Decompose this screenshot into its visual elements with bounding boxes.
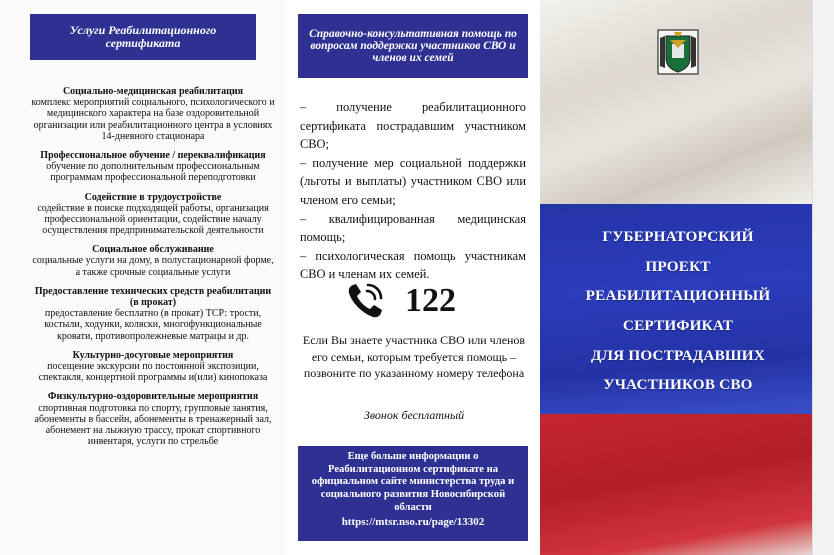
service-title: Культурно-досуговые мероприятия (72, 349, 234, 361)
service-title: Физкультурно-оздоровительные мероприятия (47, 391, 259, 403)
service-item (30, 150, 276, 184)
services-banner-title: Услуги Реабилитационного сертификата (69, 23, 217, 50)
hotline (345, 280, 495, 322)
support-banner (298, 14, 528, 78)
services-panel (0, 0, 287, 555)
service-item (30, 192, 276, 237)
project-title-line: УЧАСТНИКОВ СВО (603, 376, 753, 394)
project-title-line: ГУБЕРНАТОРСКИЙ (602, 228, 754, 245)
service-title: Содействие в трудоустройстве (84, 191, 222, 203)
viewer-edge (812, 0, 834, 555)
support-panel (287, 0, 540, 555)
service-item (30, 244, 276, 278)
service-desc: предоставление бесплатно (в прокат) ТСР: трости, костыли, ходунки, коляски, многофункциональные кровати, противопролежневые матрацы и др. (44, 308, 262, 342)
support-banner-title: Справочно-консультативная помощь по вопросам поддержки участников СВО и членов их семей (309, 27, 517, 65)
info-box (298, 446, 528, 541)
project-title (562, 222, 794, 400)
services-banner (30, 14, 256, 60)
info-text: Еще больше информации о Реабилитационном сертификате на официальном сайте министерства труда и социального развития Новосибирской области (311, 451, 515, 513)
service-desc: социальные услуги на дому, в полустационарной форме, а также срочные социальные услуги (32, 255, 274, 278)
service-item (30, 391, 276, 447)
service-desc: посещение экскурсии по постоянной экспозиции, спектакля, концертной программы и(или) кинопоказа (38, 360, 268, 384)
service-title: Социальное обслуживание (92, 244, 214, 256)
help-item: – психологическая помощь участникам СВО и членам их семей. (300, 248, 526, 282)
project-title-line: ДЛЯ ПОСТРАДАВШИХ (591, 346, 765, 364)
project-title-line: РЕАБИЛИТАЦИОННЫЙ (585, 287, 771, 305)
cover-panel (540, 0, 812, 555)
hotline-number: 122 (405, 282, 456, 319)
service-title: Предоставление технических средств реабилитации (в прокат) (34, 285, 272, 308)
service-desc: комплекс мероприятий социального, психологического и медицинского характера на базе оздоровительной организации или реабилитационного центра в условиях 14-дневного стационара (31, 97, 275, 142)
help-item: – получение реабилитационного сертификата пострадавшим участником СВО; (300, 100, 526, 152)
coat-of-arms-icon (656, 28, 700, 76)
help-item: – квалифицированная медицинская помощь; (300, 211, 526, 245)
service-item (30, 86, 276, 142)
project-title-line: СЕРТИФИКАТ (622, 316, 734, 334)
services-list (30, 86, 276, 455)
phone-icon (345, 281, 385, 321)
help-list (300, 98, 526, 284)
call-text: Если Вы знаете участника СВО или членов его семьи, которым требуется помощь – позвоните по указанному номеру телефона (302, 333, 526, 381)
service-item (30, 350, 276, 384)
service-title: Профессиональное обучение / переквалификация (40, 149, 266, 161)
service-desc: обучение по дополнительным профессиональным программам профессиональной переподготовки (46, 161, 260, 184)
info-url[interactable]: https://mtsr.nso.ru/page/13302 (341, 515, 485, 528)
flag-red-stripe (540, 414, 812, 555)
call-free-note: Звонок бесплатный (363, 408, 465, 422)
help-item: – получение мер социальной поддержки (льготы и выплаты) участником СВО или членом его семьи; (300, 155, 526, 208)
service-desc: содействие в поиске подходящей работы, организация профессиональной ориентации, содействие началу осуществления предпринимательской деятельности (37, 202, 269, 237)
service-item (30, 286, 276, 342)
service-title: Социально-медицинская реабилитация (62, 86, 244, 97)
project-title-line: ПРОЕКТ (645, 257, 711, 275)
service-desc: спортивная подготовка по спорту, групповые занятия, абонементы в бассейн, абонементы в тренажерный зал, абонемент на лыжную трассу, прокат спортивного инвентаря, услуги по стрельбе (34, 402, 272, 448)
